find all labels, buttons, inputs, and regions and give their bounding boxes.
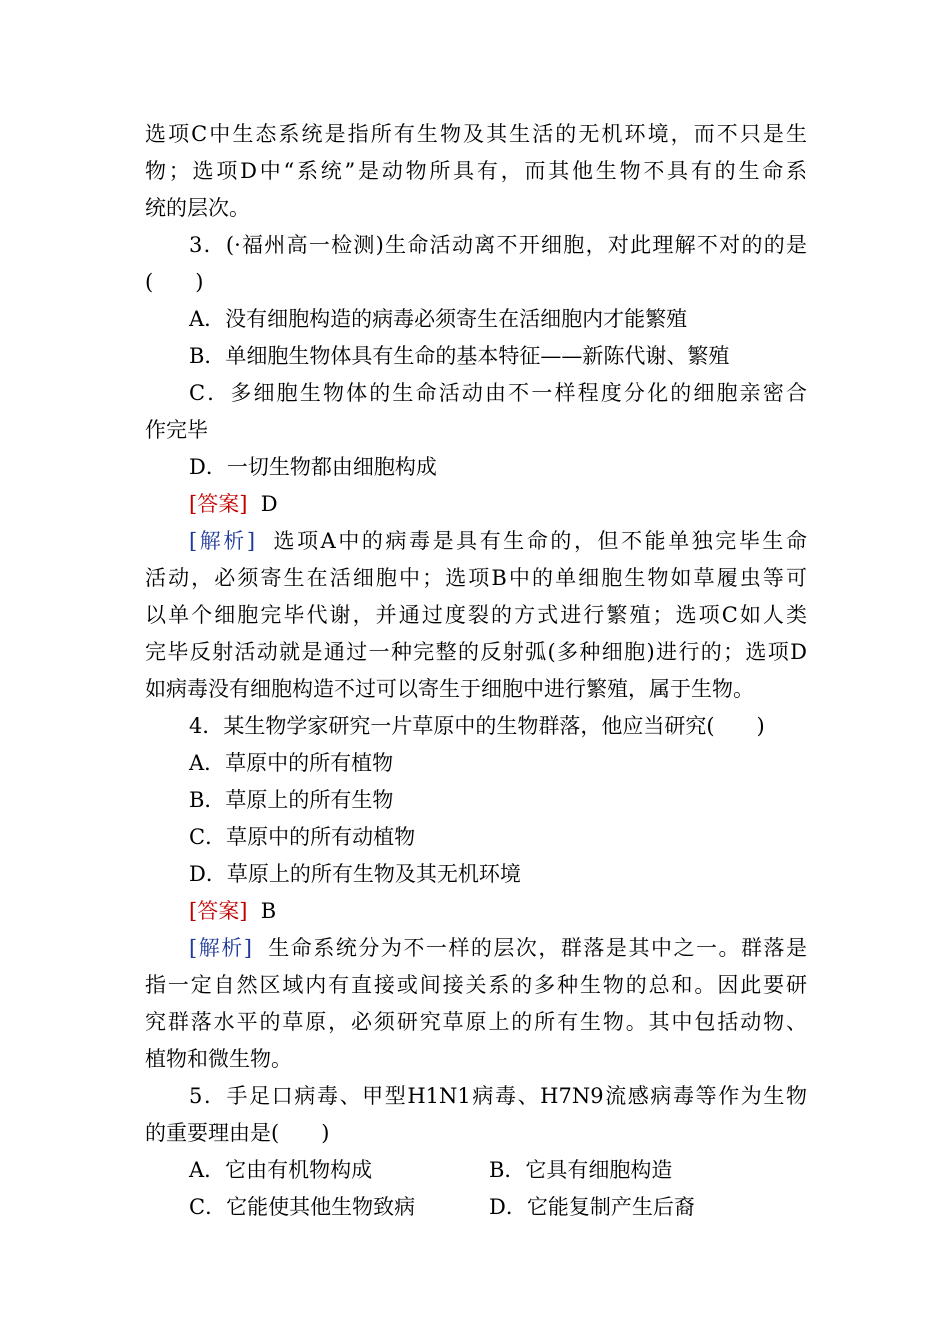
question-4-answer: [189, 893, 276, 929]
answer-value: D: [260, 492, 278, 516]
question-3-option-b: B．单细胞生物体具有生命的基本特征——新陈代谢、繁殖: [189, 344, 730, 368]
text-line: 究群落水平的草原，必须研究草原上的所有生物。其中包括动物、: [145, 1010, 807, 1034]
question-5-option-c: C．它能使其他生物致病: [189, 1195, 416, 1219]
text-line: 选项C中生态系统是指所有生物及其生活的无机环境，而不只是生: [145, 122, 807, 146]
text-line: 如病毒没有细胞构造不过可以寄生于细胞中进行繁殖，属于生物。: [145, 677, 754, 701]
question-4-stem: 4．某生物学家研究一片草原中的生物群落，他应当研究( ): [189, 714, 765, 738]
question-3-stem: 3．(·福州高一检测)生命活动离不开细胞，对此理解不对的的是: [189, 233, 807, 257]
text-line: 统的层次。: [145, 196, 250, 220]
question-5-options-row-2: [189, 1189, 807, 1225]
question-4-option-b: B．草原上的所有生物: [189, 788, 394, 812]
question-5-stem: 5．手足口病毒、甲型H1N1病毒、H7N9流感病毒等作为生物: [189, 1084, 807, 1108]
question-4-option-c: C．草原中的所有动植物: [189, 825, 416, 849]
question-3-option-d: D．一切生物都由细胞构成: [189, 455, 437, 479]
question-3-option-c: C．多细胞生物体的生命活动由不一样程度分化的细胞亲密合: [189, 381, 807, 405]
answer-tag: [答案]: [189, 899, 248, 923]
question-5-stem-cont: 的重要理由是( ): [145, 1121, 330, 1145]
text-line: 以单个细胞完毕代谢，并通过度裂的方式进行繁殖；选项C如人类: [145, 603, 807, 627]
question-3-option-c-cont: 作完毕: [145, 418, 208, 442]
text-line: 活动，必须寄生在活细胞中；选项B中的单细胞生物如草履虫等可: [145, 566, 807, 590]
question-3-stem-cont: ( ): [145, 270, 204, 294]
explanation-tag: [解析]: [189, 529, 256, 553]
answer-tag: [答案]: [189, 492, 248, 516]
question-4-explanation: [189, 930, 807, 966]
explanation-text: 选项A中的病毒是具有生命的，但不能单独完毕生命: [273, 529, 807, 553]
question-5-option-d: D．它能复制产生后裔: [489, 1195, 695, 1219]
explanation-tag: [解析]: [189, 936, 252, 960]
question-5-option-a: A．它由有机物构成: [189, 1158, 373, 1182]
question-5-option-b: B．它具有细胞构造: [489, 1158, 673, 1182]
text-line: 指一定自然区域内有直接或间接关系的多种生物的总和。因此要研: [145, 973, 807, 997]
question-3-option-a: A．没有细胞构造的病毒必须寄生在活细胞内才能繁殖: [189, 307, 688, 331]
question-3-explanation: [189, 523, 807, 559]
question-3-answer: [189, 486, 278, 522]
question-4-option-d: D．草原上的所有生物及其无机环境: [189, 862, 521, 886]
answer-value: B: [260, 899, 277, 923]
explanation-text: 生命系统分为不一样的层次，群落是其中之一。群落是: [268, 936, 808, 960]
question-4-option-a: A．草原中的所有植物: [189, 751, 394, 775]
text-line: 物；选项D中“系统”是动物所具有，而其他生物不具有的生命系: [145, 159, 807, 183]
text-line: 完毕反射活动就是通过一种完整的反射弧(多种细胞)进行的；选项D: [145, 640, 807, 664]
text-line: 植物和微生物。: [145, 1047, 292, 1071]
question-5-options-row-1: [189, 1152, 807, 1188]
